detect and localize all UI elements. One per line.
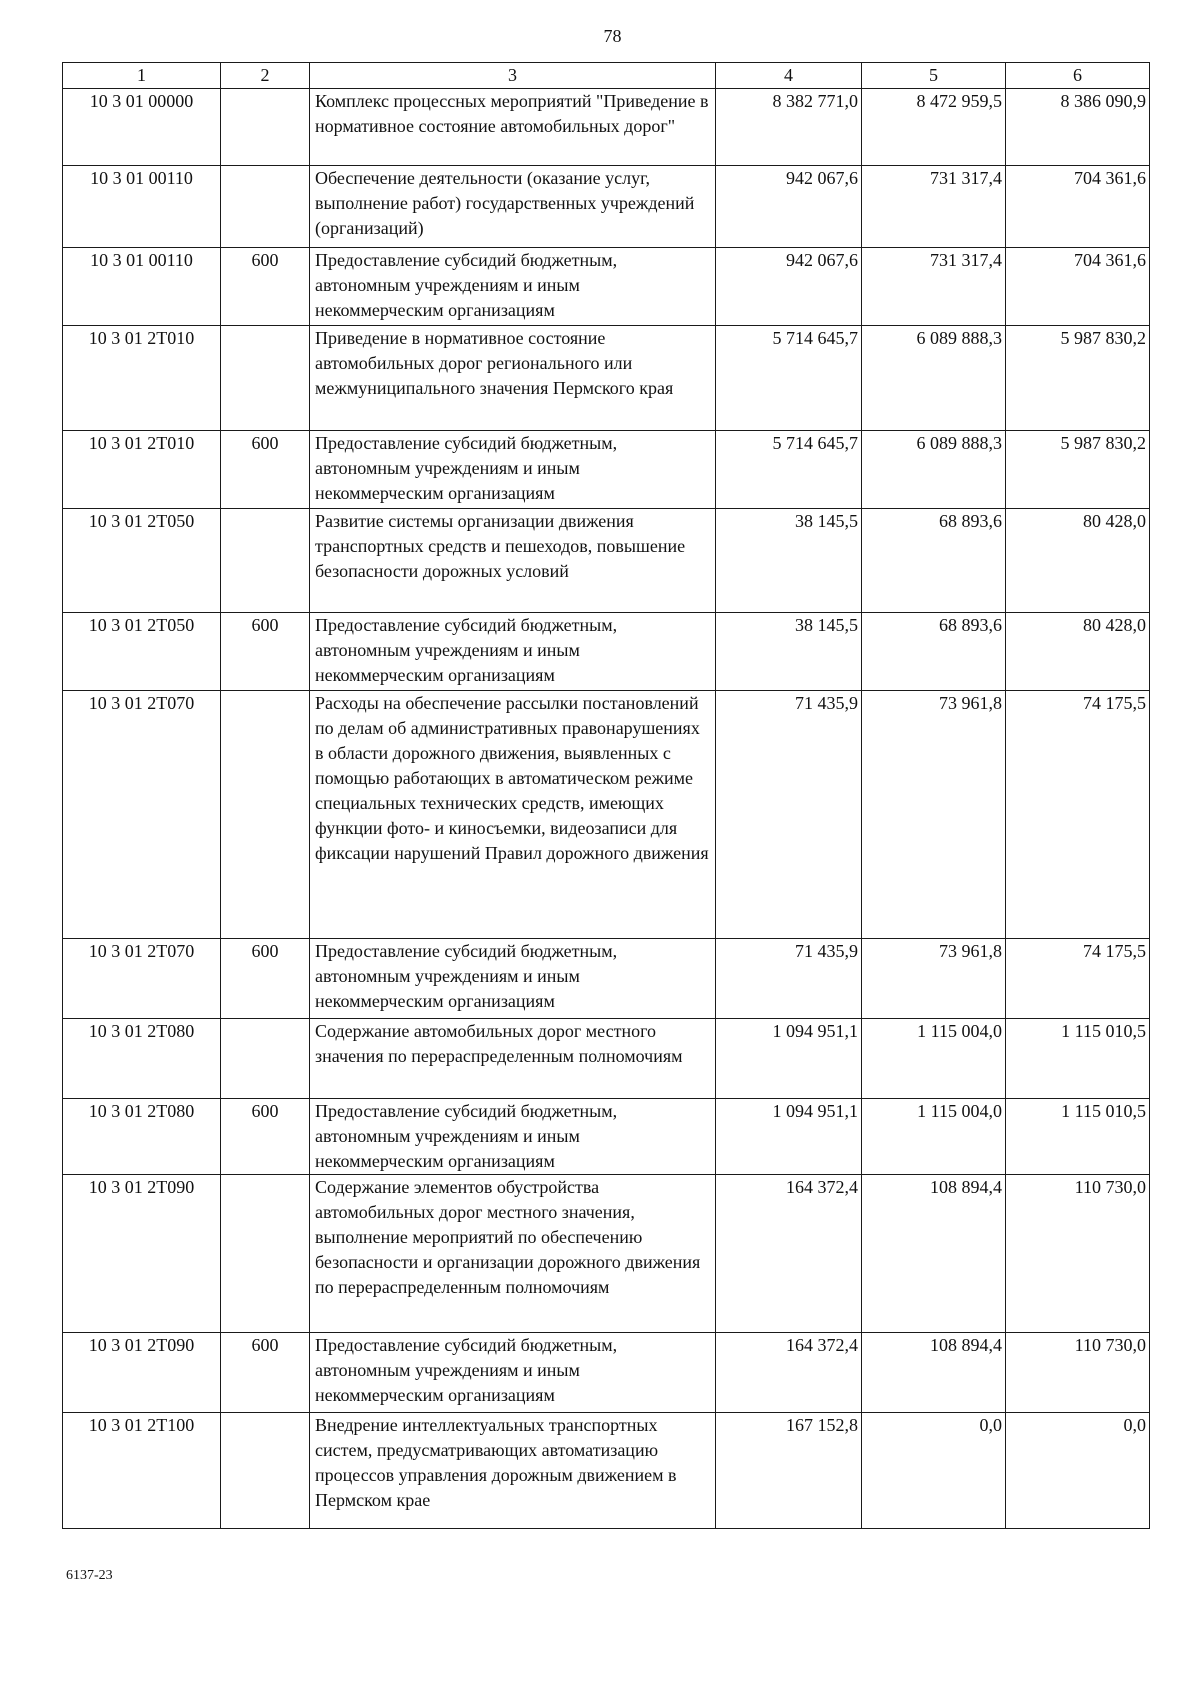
row-value-5: 108 894,4 <box>862 1333 1006 1413</box>
row-description: Приведение в нормативное состояние автомобильных дорог регионального или межмуниципального значения Пермского края <box>310 326 716 431</box>
row-value-5: 73 961,8 <box>862 691 1006 939</box>
row-value-5: 73 961,8 <box>862 939 1006 1019</box>
table-row <box>63 1175 1150 1333</box>
row-value-5: 6 089 888,3 <box>862 326 1006 431</box>
row-value-6: 1 115 010,5 <box>1006 1019 1150 1099</box>
row-value-5: 0,0 <box>862 1413 1006 1529</box>
row-description: Обеспечение деятельности (оказание услуг, выполнение работ) государственных учреждений (организаций) <box>310 166 716 248</box>
row-description: Расходы на обеспечение рассылки постановлений по делам об административных правонарушениях в области дорожного движения, выявленных с помощью работающих в автоматическом режиме специальных технических средств, имеющих функции фото- и киносъемки, видеозаписи для фиксации нарушений Правил дорожного движения <box>310 691 716 939</box>
row-code: 10 3 01 2Т080 <box>63 1099 221 1175</box>
row-description: Предоставление субсидий бюджетным, автономным учреждениям и иным некоммерческим организациям <box>310 613 716 691</box>
column-header-4: 4 <box>716 63 862 89</box>
row-expense-type: 600 <box>221 1099 310 1175</box>
row-value-6: 110 730,0 <box>1006 1175 1150 1333</box>
row-value-6: 74 175,5 <box>1006 691 1150 939</box>
budget-table <box>62 62 1150 1529</box>
table-row <box>63 431 1150 509</box>
row-value-4: 1 094 951,1 <box>716 1019 862 1099</box>
row-value-5: 731 317,4 <box>862 166 1006 248</box>
row-value-4: 5 714 645,7 <box>716 326 862 431</box>
row-code: 10 3 01 2Т050 <box>63 509 221 613</box>
row-expense-type: 600 <box>221 1333 310 1413</box>
row-description: Комплекс процессных мероприятий "Приведение в нормативное состояние автомобильных дорог" <box>310 89 716 166</box>
row-expense-type: 600 <box>221 248 310 326</box>
document-id: 6137-23 <box>66 1568 113 1583</box>
row-value-4: 5 714 645,7 <box>716 431 862 509</box>
row-code: 10 3 01 2Т080 <box>63 1019 221 1099</box>
row-value-5: 1 115 004,0 <box>862 1019 1006 1099</box>
header-row <box>63 63 1150 89</box>
table-row <box>63 248 1150 326</box>
row-value-4: 71 435,9 <box>716 939 862 1019</box>
row-value-6: 704 361,6 <box>1006 166 1150 248</box>
row-value-6: 704 361,6 <box>1006 248 1150 326</box>
row-value-5: 1 115 004,0 <box>862 1099 1006 1175</box>
row-description: Содержание автомобильных дорог местного значения по перераспределенным полномочиям <box>310 1019 716 1099</box>
row-value-4: 164 372,4 <box>716 1333 862 1413</box>
row-expense-type <box>221 166 310 248</box>
row-value-4: 38 145,5 <box>716 613 862 691</box>
row-value-4: 1 094 951,1 <box>716 1099 862 1175</box>
row-value-4: 8 382 771,0 <box>716 89 862 166</box>
row-value-6: 80 428,0 <box>1006 613 1150 691</box>
row-value-6: 0,0 <box>1006 1413 1150 1529</box>
row-code: 10 3 01 2Т100 <box>63 1413 221 1529</box>
row-value-5: 731 317,4 <box>862 248 1006 326</box>
row-value-4: 71 435,9 <box>716 691 862 939</box>
row-description: Предоставление субсидий бюджетным, автономным учреждениям и иным некоммерческим организациям <box>310 248 716 326</box>
table-row <box>63 1333 1150 1413</box>
column-header-6: 6 <box>1006 63 1150 89</box>
row-description: Развитие системы организации движения транспортных средств и пешеходов, повышение безопасности дорожных условий <box>310 509 716 613</box>
row-expense-type <box>221 89 310 166</box>
row-description: Предоставление субсидий бюджетным, автономным учреждениям и иным некоммерческим организациям <box>310 431 716 509</box>
row-code: 10 3 01 2Т070 <box>63 691 221 939</box>
row-value-5: 68 893,6 <box>862 613 1006 691</box>
table-row <box>63 939 1150 1019</box>
row-expense-type <box>221 1019 310 1099</box>
table-row <box>63 509 1150 613</box>
row-code: 10 3 01 2Т050 <box>63 613 221 691</box>
row-description: Предоставление субсидий бюджетным, автономным учреждениям и иным некоммерческим организациям <box>310 1333 716 1413</box>
row-description: Предоставление субсидий бюджетным, автономным учреждениям и иным некоммерческим организациям <box>310 1099 716 1175</box>
row-code: 10 3 01 00110 <box>63 166 221 248</box>
row-value-6: 8 386 090,9 <box>1006 89 1150 166</box>
row-value-6: 5 987 830,2 <box>1006 431 1150 509</box>
row-description: Предоставление субсидий бюджетным, автономным учреждениям и иным некоммерческим организациям <box>310 939 716 1019</box>
row-code: 10 3 01 2Т090 <box>63 1333 221 1413</box>
row-value-6: 110 730,0 <box>1006 1333 1150 1413</box>
row-value-5: 108 894,4 <box>862 1175 1006 1333</box>
row-code: 10 3 01 2Т090 <box>63 1175 221 1333</box>
column-header-1: 1 <box>63 63 221 89</box>
row-code: 10 3 01 2Т010 <box>63 326 221 431</box>
row-value-6: 74 175,5 <box>1006 939 1150 1019</box>
row-value-6: 5 987 830,2 <box>1006 326 1150 431</box>
row-expense-type: 600 <box>221 431 310 509</box>
row-value-5: 68 893,6 <box>862 509 1006 613</box>
table-row <box>63 166 1150 248</box>
row-value-6: 1 115 010,5 <box>1006 1099 1150 1175</box>
row-value-4: 38 145,5 <box>716 509 862 613</box>
row-expense-type <box>221 509 310 613</box>
row-expense-type <box>221 1175 310 1333</box>
column-header-5: 5 <box>862 63 1006 89</box>
row-expense-type: 600 <box>221 613 310 691</box>
row-description: Содержание элементов обустройства автомобильных дорог местного значения, выполнение мероприятий по обеспечению безопасности и организации дорожного движения по перераспределенным полномочиям <box>310 1175 716 1333</box>
table-row <box>63 1413 1150 1529</box>
table-row <box>63 691 1150 939</box>
row-expense-type <box>221 326 310 431</box>
row-code: 10 3 01 00110 <box>63 248 221 326</box>
row-code: 10 3 01 2Т010 <box>63 431 221 509</box>
row-expense-type <box>221 1413 310 1529</box>
row-value-4: 167 152,8 <box>716 1413 862 1529</box>
table-row <box>63 326 1150 431</box>
row-value-6: 80 428,0 <box>1006 509 1150 613</box>
row-value-4: 164 372,4 <box>716 1175 862 1333</box>
row-description: Внедрение интеллектуальных транспортных систем, предусматривающих автоматизацию процессов управления дорожным движением в Пермском крае <box>310 1413 716 1529</box>
column-header-3: 3 <box>310 63 716 89</box>
row-expense-type: 600 <box>221 939 310 1019</box>
column-header-2: 2 <box>221 63 310 89</box>
table-row <box>63 89 1150 166</box>
row-code: 10 3 01 00000 <box>63 89 221 166</box>
table-row <box>63 1099 1150 1175</box>
row-value-5: 8 472 959,5 <box>862 89 1006 166</box>
row-value-5: 6 089 888,3 <box>862 431 1006 509</box>
row-value-4: 942 067,6 <box>716 248 862 326</box>
row-value-4: 942 067,6 <box>716 166 862 248</box>
page-number: 78 <box>603 26 622 46</box>
table-row <box>63 613 1150 691</box>
row-code: 10 3 01 2Т070 <box>63 939 221 1019</box>
table-row <box>63 1019 1150 1099</box>
row-expense-type <box>221 691 310 939</box>
